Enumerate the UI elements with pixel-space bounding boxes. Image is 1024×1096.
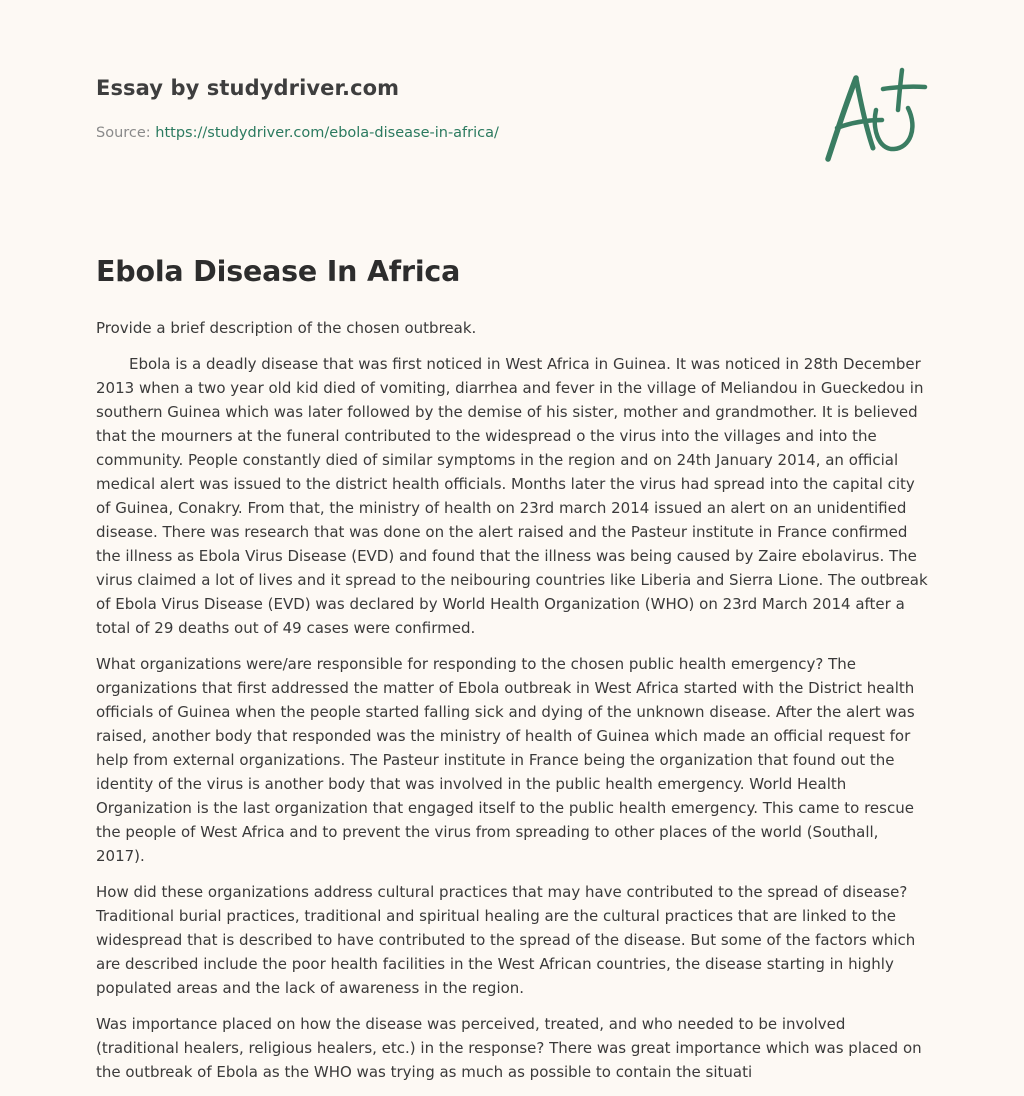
body-paragraph: How did these organizations address cultural practices that may have contributed to the spread of disease? Traditional burial practices, traditional and spiritual healing are the cultural practices that are linked to the widespread that is described to have contributed to the spread of the disease. But some of the factors which are described include the poor health facilities in the West African countries, the disease starting in highly populated areas and the lack of awareness in the region.: [96, 883, 916, 997]
source-link[interactable]: https://studydriver.com/ebola-disease-in-africa/: [155, 125, 499, 141]
source-line: [96, 125, 499, 141]
essay-body: [96, 316, 928, 1096]
site-brand: Essay by studydriver.com: [96, 76, 400, 100]
essay-title: Ebola Disease In Africa: [96, 255, 461, 288]
a-plus-logo-icon: [824, 66, 928, 166]
source-label: Source:: [96, 125, 156, 141]
body-paragraph: What organizations were/are responsible for responding to the chosen public health emergency? The organizations that first addressed the matter of Ebola outbreak in West Africa started with the District health officials of Guinea when the people started falling sick and dying of the unknown disease. After the alert was raised, another body that responded was the ministry of health of Guinea which made an official request for help from external organizations. The Pasteur institute in France being the organization that found out the identity of the virus is another body that was involved in the public health emergency. World Health Organization is the last organization that engaged itself to the public health emergency. This came to rescue the people of West Africa and to prevent the virus from spreading to other places of the world (Southall, 2017).: [96, 655, 915, 865]
body-paragraph: Ebola is a deadly disease that was first noticed in West Africa in Guinea. It was noticed in 28th December 2013 when a two year old kid died of vomiting, diarrhea and fever in the village of Meliandou in Gueckedou in southern Guinea which was later followed by the demise of his sister, mother and grandmother. It is believed that the mourners at the funeral contributed to the widespread o the virus into the villages and into the community. People constantly died of similar symptoms in the region and on 24th January 2014, an official medical alert was issued to the district health officials. Months later the virus had spread into the capital city of Guinea, Conakry. From that, the ministry of health on 23rd march 2014 issued an alert on an unidentified disease. There was research that was done on the alert raised and the Pasteur institute in France confirmed the illness as Ebola Virus Disease (EVD) and found that the illness was being caused by Zaire ebolavirus. The virus claimed a lot of lives and it spread to the neibouring countries like Liberia and Sierra Lione. The outbreak of Ebola Virus Disease (EVD) was declared by World Health Organization (WHO) on 23rd March 2014 after a total of 29 deaths out of 49 cases were confirmed.: [96, 355, 928, 637]
body-paragraph: Provide a brief description of the chosen outbreak.: [96, 319, 477, 337]
body-paragraph: Was importance placed on how the disease was perceived, treated, and who needed to be involved (traditional healers, religious healers, etc.) in the response? There was great importance which was placed on the outbreak of Ebola as the WHO was trying as much as possible to contain the situati: [96, 1015, 922, 1081]
